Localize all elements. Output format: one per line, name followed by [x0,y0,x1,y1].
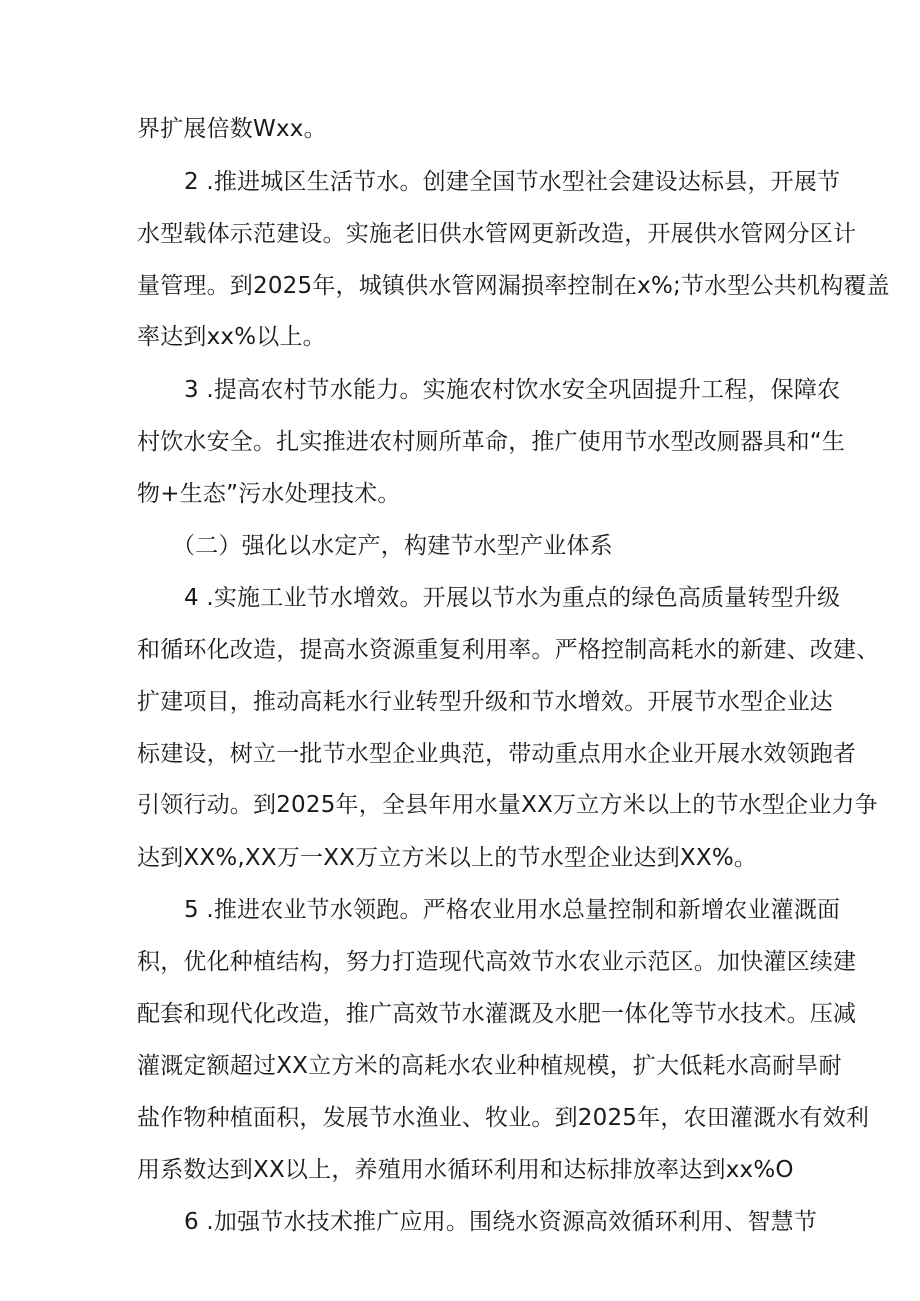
text-line: 物+生态”污水处理技术。 [137,481,401,507]
text-line: 扩建项目，推动高耗水行业转型升级和节水增效。开展节水型企业达 [137,689,833,715]
text-line: 标建设，树立一批节水型企业典范，带动重点用水企业开展水效领跑者 [137,741,857,767]
text-line: 村饮水安全。扎实推进农村厕所革命，推广使用节水型改厕器具和“生 [137,429,846,455]
text-line: 4 .实施工业节水增效。开展以节水为重点的绿色高质量转型升级 [184,585,841,611]
text-line: 积，优化种植结构，努力打造现代高效节水农业示范区。加快灌区续建 [137,949,857,975]
text-line: 用系数达到XX以上，养殖用水循环利用和达标排放率达到xx%O [137,1157,794,1183]
text-line: 达到XX%,XX万一XX万立方米以上的节水型企业达到XX%。 [137,845,758,871]
text-line: 水型载体示范建设。实施老旧供水管网更新改造，开展供水管网分区计 [137,221,857,247]
text-line: 灌溉定额超过XX立方米的高耗水农业种植规模，扩大低耗水高耐旱耐 [137,1053,842,1079]
text-line: 率达到xx%以上。 [137,324,326,350]
text-line: 3 .提高农村节水能力。实施农村饮水安全巩固提升工程，保障农 [184,377,841,403]
text-line: 5 .推进农业节水领跑。严格农业用水总量控制和新增农业灌溉面 [184,897,841,923]
section-heading: （二）强化以水定产，构建节水型产业体系 [172,533,613,559]
text-line: 和循环化改造，提高水资源重复利用率。严格控制高耗水的新建、改建、 [137,637,880,663]
text-line: 2 .推进城区生活节水。创建全国节水型社会建设达标县，开展节 [184,169,841,195]
text-line: 界扩展倍数Wxx。 [137,116,327,142]
text-line: 盐作物种植面积，发展节水渔业、牧业。到2025年，农田灌溉水有效利 [137,1105,870,1131]
text-line: 引领行动。到2025年，全县年用水量XX万立方米以上的节水型企业力争 [137,792,878,818]
text-line: 6 .加强节水技术推广应用。围绕水资源高效循环利用、智慧节 [184,1209,818,1235]
text-line: 配套和现代化改造，推广高效节水灌溉及水肥一体化等节水技术。压减 [137,1001,857,1027]
text-line: 量管理。到2025年，城镇供水管网漏损率控制在x%;节水型公共机构覆盖 [137,273,890,299]
